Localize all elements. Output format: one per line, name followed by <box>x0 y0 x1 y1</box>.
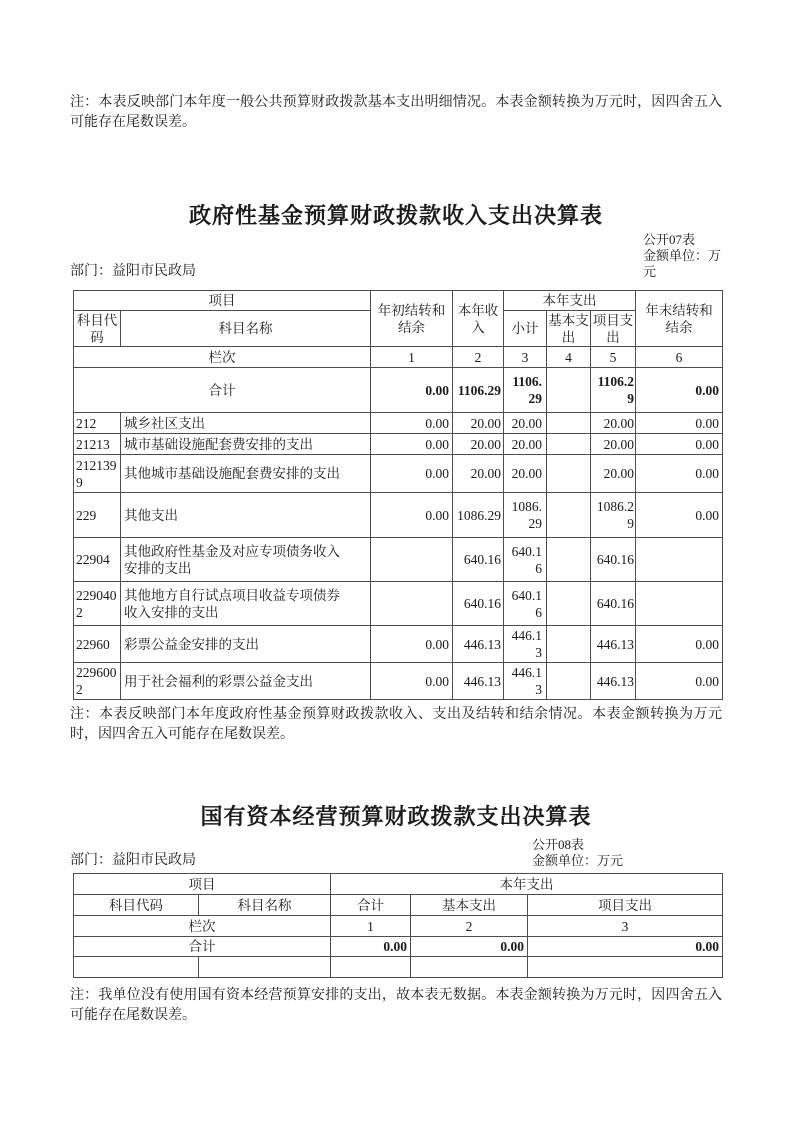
total-value: 0.00 <box>528 937 723 957</box>
header-project: 项目 <box>74 291 371 311</box>
table2-column-index-row <box>74 916 723 937</box>
table-row <box>74 626 723 663</box>
cell-value <box>371 582 453 626</box>
cell-name: 其他政府性基金及对应专项债务收入安排的支出 <box>121 538 371 582</box>
cell-value <box>547 434 591 455</box>
table-row <box>74 413 723 434</box>
cell-value: 20.00 <box>591 434 636 455</box>
cell-code: 21213 <box>74 434 121 455</box>
note-state-capital: 注：我单位没有使用国有资本经营预算安排的支出，故本表无数据。本表金额转换为万元时，因四舍五入可能存在尾数误差。 <box>70 988 722 1023</box>
cell-value: 0.00 <box>371 493 453 538</box>
lanci-label: 栏次 <box>74 916 331 937</box>
table1-unit-label: 金额单位：万元 <box>643 248 722 279</box>
col-num-1: 1 <box>331 916 411 937</box>
cell-value: 0.00 <box>371 434 453 455</box>
cell-value: 1086.29 <box>504 493 547 538</box>
total-value: 0.00 <box>411 937 528 957</box>
col-num-2: 2 <box>453 347 504 368</box>
empty-cell <box>199 957 331 978</box>
cell-value: 0.00 <box>371 455 453 493</box>
header-project-expense: 项目支出 <box>591 311 636 347</box>
gov-fund-budget-table <box>73 290 723 700</box>
cell-code: 2290402 <box>74 582 121 626</box>
table1-title: 政府性基金预算财政拨款收入支出决算表 <box>188 203 603 228</box>
header-year-expense: 本年支出 <box>504 291 636 311</box>
cell-name: 其他地方自行试点项目收益专项债券收入安排的支出 <box>121 582 371 626</box>
table2-empty-row <box>74 957 723 978</box>
empty-cell <box>528 957 723 978</box>
header-basic-expense: 基本支出 <box>411 895 528 916</box>
table2-title: 国有资本经营预算财政拨款支出决算表 <box>200 804 592 829</box>
note-gov-fund: 注：本表反映部门本年度政府性基金预算财政拨款收入、支出及结转和结余情况。本表金额转换为万元时，因四舍五入可能存在尾数误差。 <box>70 707 722 742</box>
table1-header-row-1 <box>74 291 723 311</box>
header-year-expense: 本年支出 <box>331 874 723 895</box>
cell-value: 0.00 <box>636 493 723 538</box>
cell-value: 0.00 <box>371 413 453 434</box>
table-row <box>74 493 723 538</box>
note-general-budget: 注：本表反映部门本年度一般公共预算财政拨款基本支出明细情况。本表金额转换为万元时，因四舍五入可能存在尾数误差。 <box>70 95 722 130</box>
header-year-income: 本年收入 <box>453 291 504 347</box>
cell-value: 20.00 <box>504 455 547 493</box>
state-capital-budget-table <box>73 873 723 978</box>
cell-value: 446.13 <box>591 663 636 700</box>
table2-sheet-label: 公开08表 <box>532 837 585 852</box>
cell-value: 20.00 <box>453 434 504 455</box>
table-row <box>74 434 723 455</box>
cell-value: 1086.29 <box>591 493 636 538</box>
cell-value: 20.00 <box>453 455 504 493</box>
table1-total-row <box>74 368 723 413</box>
table1-meta-block <box>643 232 722 280</box>
cell-value <box>547 455 591 493</box>
cell-value: 1086.29 <box>453 493 504 538</box>
cell-value <box>547 663 591 700</box>
cell-value: 0.00 <box>371 626 453 663</box>
cell-value: 20.00 <box>453 413 504 434</box>
table2-total-row <box>74 937 723 957</box>
cell-value: 20.00 <box>504 413 547 434</box>
col-num-2: 2 <box>411 916 528 937</box>
cell-value: 20.00 <box>504 434 547 455</box>
empty-cell <box>74 957 199 978</box>
cell-code: 212 <box>74 413 121 434</box>
cell-value: 446.13 <box>453 663 504 700</box>
col-num-1: 1 <box>371 347 453 368</box>
cell-value: 0.00 <box>636 455 723 493</box>
header-code: 科目代码 <box>74 311 121 347</box>
table1-department-label: 部门：益阳市民政局 <box>70 264 196 279</box>
header-total: 合计 <box>331 895 411 916</box>
cell-value: 640.16 <box>453 582 504 626</box>
cell-value <box>636 538 723 582</box>
table1-meta-row <box>70 232 722 280</box>
cell-value: 446.13 <box>453 626 504 663</box>
total-value: 0.00 <box>371 368 453 413</box>
cell-value: 20.00 <box>591 413 636 434</box>
cell-value: 0.00 <box>636 434 723 455</box>
col-num-4: 4 <box>547 347 591 368</box>
table-row <box>74 582 723 626</box>
header-end-balance: 年末结转和结余 <box>636 291 723 347</box>
header-project-expense: 项目支出 <box>528 895 723 916</box>
col-num-6: 6 <box>636 347 723 368</box>
cell-value: 640.16 <box>504 538 547 582</box>
table2-department-label: 部门：益阳市民政局 <box>70 853 196 868</box>
cell-name: 城乡社区支出 <box>121 413 371 434</box>
header-project: 项目 <box>74 874 331 895</box>
header-code: 科目代码 <box>74 895 199 916</box>
table2-meta-block <box>532 837 722 869</box>
cell-value <box>547 413 591 434</box>
cell-value: 0.00 <box>636 663 723 700</box>
table2-unit-label: 金额单位：万元 <box>532 853 624 868</box>
total-label: 合计 <box>74 368 371 413</box>
header-name: 科目名称 <box>121 311 371 347</box>
cell-value <box>371 538 453 582</box>
table2-header-row-2 <box>74 895 723 916</box>
cell-value: 640.16 <box>591 538 636 582</box>
cell-code: 22904 <box>74 538 121 582</box>
cell-value: 446.13 <box>504 626 547 663</box>
col-num-3: 3 <box>528 916 723 937</box>
total-value: 1106.29 <box>591 368 636 413</box>
cell-value: 0.00 <box>636 413 723 434</box>
cell-value <box>636 582 723 626</box>
header-name: 科目名称 <box>199 895 331 916</box>
cell-value: 446.13 <box>591 626 636 663</box>
header-begin-balance: 年初结转和结余 <box>371 291 453 347</box>
cell-code: 229 <box>74 493 121 538</box>
total-value: 1106.29 <box>504 368 547 413</box>
table1-sheet-label: 公开07表 <box>643 232 696 247</box>
cell-code: 2121399 <box>74 455 121 493</box>
cell-name: 城市基础设施配套费安排的支出 <box>121 434 371 455</box>
cell-value <box>547 493 591 538</box>
empty-cell <box>411 957 528 978</box>
table-row <box>74 663 723 700</box>
total-label: 合计 <box>74 937 331 957</box>
cell-value: 20.00 <box>591 455 636 493</box>
table2-header-row-1 <box>74 874 723 895</box>
col-num-5: 5 <box>591 347 636 368</box>
cell-value: 640.16 <box>591 582 636 626</box>
header-subtotal: 小计 <box>504 311 547 347</box>
header-basic-expense: 基本支出 <box>548 312 589 345</box>
cell-value: 640.16 <box>504 582 547 626</box>
cell-value: 0.00 <box>371 663 453 700</box>
cell-value <box>547 582 591 626</box>
table1-column-index-row <box>74 347 723 368</box>
table-row <box>74 538 723 582</box>
cell-name: 其他城市基础设施配套费安排的支出 <box>121 455 371 493</box>
cell-value: 0.00 <box>636 626 723 663</box>
table2-meta-row <box>70 837 722 869</box>
cell-value: 640.16 <box>453 538 504 582</box>
total-value: 0.00 <box>331 937 411 957</box>
cell-value: 446.13 <box>504 663 547 700</box>
cell-name: 彩票公益金安排的支出 <box>121 626 371 663</box>
empty-cell <box>331 957 411 978</box>
col-num-3: 3 <box>504 347 547 368</box>
cell-code: 2296002 <box>74 663 121 700</box>
cell-code: 22960 <box>74 626 121 663</box>
cell-value <box>547 626 591 663</box>
total-value <box>547 368 591 413</box>
cell-value <box>547 538 591 582</box>
cell-name: 用于社会福利的彩票公益金支出 <box>121 663 371 700</box>
total-value: 1106.29 <box>453 368 504 413</box>
cell-name: 其他支出 <box>121 493 371 538</box>
table-row <box>74 455 723 493</box>
total-value: 0.00 <box>636 368 723 413</box>
lanci-label: 栏次 <box>74 347 371 368</box>
